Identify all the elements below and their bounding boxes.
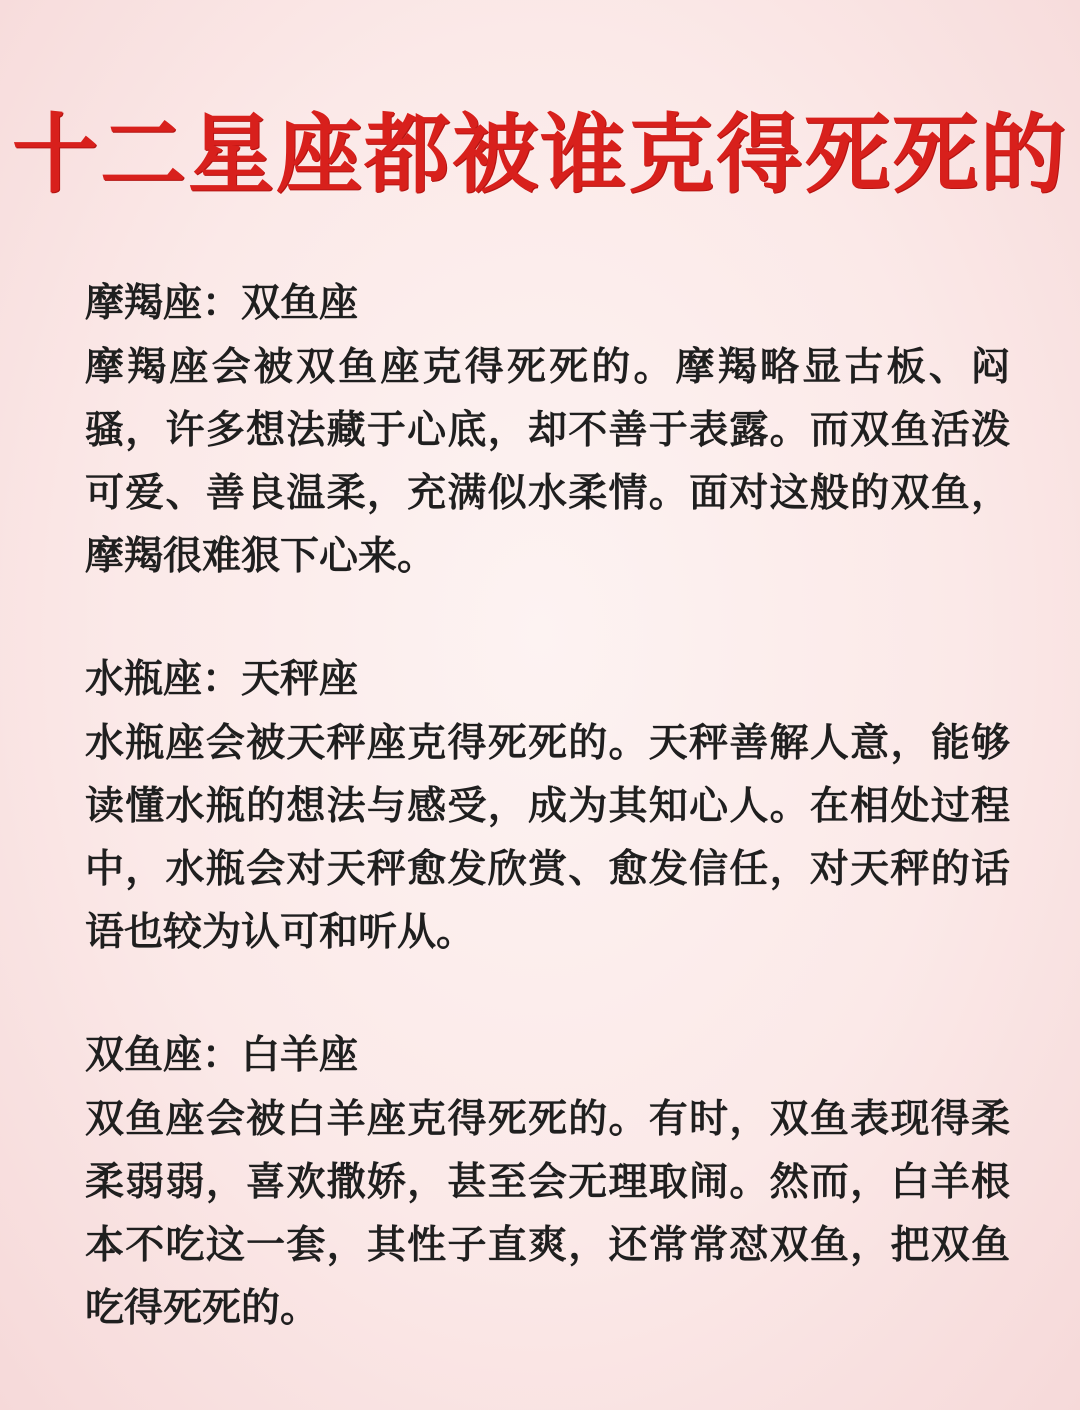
- section-body: 水瓶座会被天秤座克得死死的。天秤善解人意，能够读懂水瓶的想法与感受，成为其知心人。在相处过程中，水瓶会对天秤愈发欣赏、愈发信任，对天秤的话语也较为认可和听从。: [85, 721, 1010, 955]
- section-capricorn: [85, 272, 1010, 588]
- section-heading: 水瓶座：天秤座: [85, 657, 359, 702]
- section-pisces: [85, 1024, 1010, 1340]
- section-heading: 双鱼座：白羊座: [85, 1033, 359, 1078]
- page-title: 十二星座都被谁克得死死的: [12, 105, 1068, 205]
- section-heading: 摩羯座：双鱼座: [85, 281, 359, 326]
- section-body: 双鱼座会被白羊座克得死死的。有时，双鱼表现得柔柔弱弱，喜欢撒娇，甚至会无理取闹。然而，白羊根本不吃这一套，其性子直爽，还常常怼双鱼，把双鱼吃得死死的。: [85, 1097, 1010, 1331]
- article-content: [85, 272, 1010, 1400]
- section-body: 摩羯座会被双鱼座克得死死的。摩羯略显古板、闷骚，许多想法藏于心底，却不善于表露。而双鱼活泼可爱、善良温柔，充满似水柔情。面对这般的双鱼，摩羯很难狠下心来。: [85, 345, 1010, 579]
- section-aquarius: [85, 648, 1010, 964]
